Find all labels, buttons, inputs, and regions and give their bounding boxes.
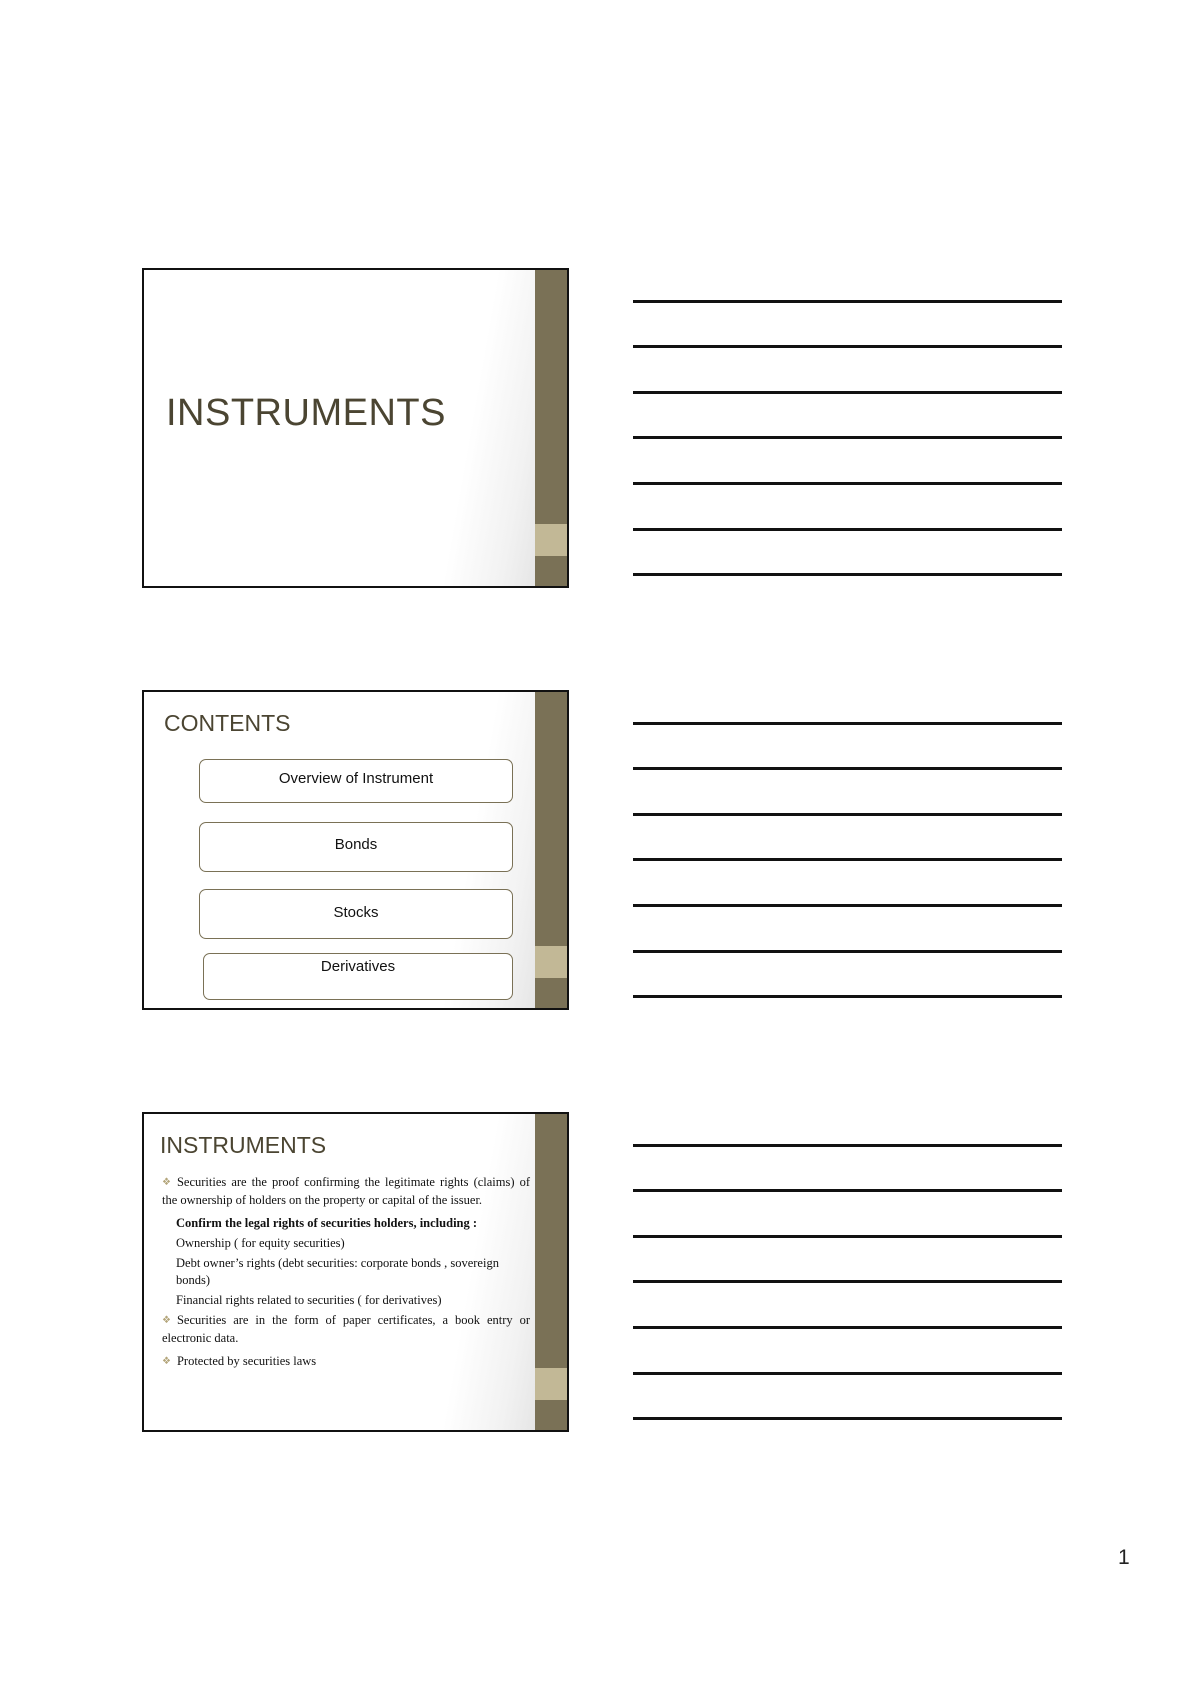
bullet-paragraph xyxy=(162,1312,530,1347)
slide-side-bar xyxy=(535,692,567,1008)
note-line xyxy=(633,1144,1062,1147)
slide-side-bar xyxy=(535,1114,567,1430)
contents-item-overview: Overview of Instrument xyxy=(199,759,513,803)
note-line xyxy=(633,904,1062,907)
note-line xyxy=(633,528,1062,531)
note-line xyxy=(633,1417,1062,1420)
slide-body xyxy=(162,1174,530,1374)
bullet-text: Securities are the proof confirming the legitimate rights (claims) of the ownership of holders on the property or capital of the issuer. xyxy=(162,1175,530,1207)
slide-side-bar xyxy=(535,270,567,586)
sub-paragraph-heading: Confirm the legal rights of securities holders, including : xyxy=(176,1216,478,1230)
bullet-paragraph xyxy=(162,1174,530,1209)
sub-paragraph: Ownership ( for equity securities) xyxy=(176,1236,345,1250)
slide-accent-square xyxy=(535,524,567,556)
bullet-text: Protected by securities laws xyxy=(176,1354,317,1368)
note-line xyxy=(633,858,1062,861)
note-line xyxy=(633,722,1062,725)
slide-thumbnail-3 xyxy=(142,1112,569,1432)
note-line xyxy=(633,813,1062,816)
note-line xyxy=(633,1189,1062,1192)
note-line xyxy=(633,767,1062,770)
sub-paragraph: Debt owner’s rights (debt securities: corporate bonds , sovereign bonds) xyxy=(176,1256,499,1287)
note-line xyxy=(633,482,1062,485)
note-line xyxy=(633,950,1062,953)
diamond-bullet-icon: ❖ xyxy=(162,1177,171,1188)
note-line xyxy=(633,1372,1062,1375)
note-line xyxy=(633,1326,1062,1329)
note-line xyxy=(633,1235,1062,1238)
note-line xyxy=(633,436,1062,439)
slide-title: CONTENTS xyxy=(164,710,291,736)
note-line xyxy=(633,573,1062,576)
contents-item-bonds: Bonds xyxy=(199,822,513,872)
bullet-paragraph xyxy=(162,1353,530,1371)
diamond-bullet-icon: ❖ xyxy=(162,1356,171,1367)
note-line xyxy=(633,345,1062,348)
slide-accent-square xyxy=(535,1368,567,1400)
slide-title: INSTRUMENTS xyxy=(160,1132,327,1158)
note-line xyxy=(633,995,1062,998)
note-line xyxy=(633,1280,1062,1283)
contents-item-stocks: Stocks xyxy=(199,889,513,939)
contents-item-derivatives: Derivatives xyxy=(203,953,513,1000)
note-line xyxy=(633,300,1062,303)
diamond-bullet-icon: ❖ xyxy=(162,1315,171,1326)
sub-paragraph: Financial rights related to securities ( for derivatives) xyxy=(176,1293,442,1307)
slide-accent-square xyxy=(535,946,567,978)
slide-thumbnail-1 xyxy=(142,268,569,588)
slide-title: INSTRUMENTS xyxy=(166,392,446,434)
page-number: 1 xyxy=(1118,1546,1130,1569)
slide-thumbnail-2 xyxy=(142,690,569,1010)
bullet-text: Securities are in the form of paper certificates, a book entry or electronic data. xyxy=(162,1313,530,1345)
note-line xyxy=(633,391,1062,394)
